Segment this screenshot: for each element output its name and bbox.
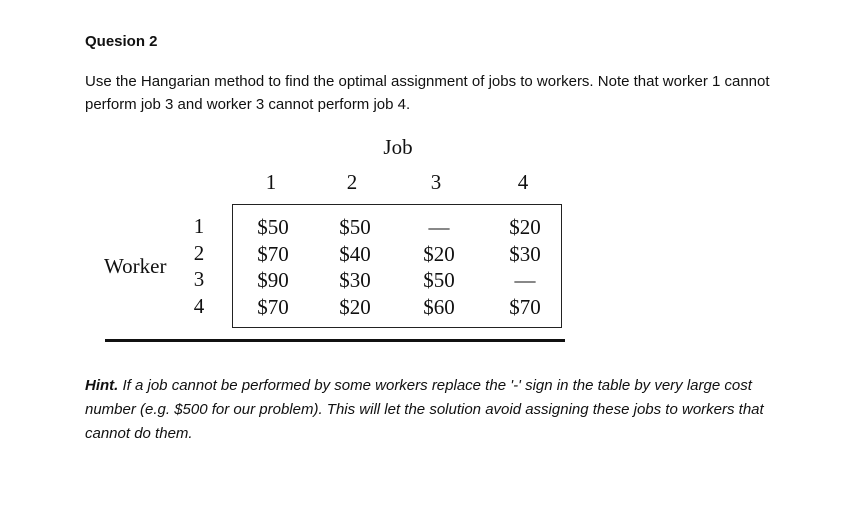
cost-cell-w2-j4: $30 [509,242,541,266]
worker-number-4: 4 [193,294,205,318]
job-number-2: 2 [346,170,358,194]
cost-matrix [232,204,562,328]
cost-cell-w3-j4: — [514,268,536,292]
cost-cell-w2-j3: $20 [423,242,455,266]
cost-cell-w3-j1: $90 [257,268,289,292]
job-number-4: 4 [517,170,529,194]
hint-label: Hint. [85,377,119,394]
cost-cell-w4-j3: $60 [423,295,455,319]
cost-cell-w4-j2: $20 [339,295,371,319]
hint-text: If a job cannot be performed by some workers replace the '-' sign in the table by very large cost number (e.g. $500 for our problem). This will let the solution avoid assigning these jobs to workers that cannot do them. [85,377,764,442]
worker-axis-label: Worker [104,254,167,278]
job-number-3: 3 [430,170,442,194]
worker-number-1: 1 [193,214,205,238]
worker-number-3: 3 [193,267,205,291]
job-number-1: 1 [265,170,277,194]
cost-cell-w4-j1: $70 [257,295,289,319]
cost-cell-w2-j2: $40 [339,242,371,266]
table-bottom-rule [105,339,565,342]
job-axis-title: Job [383,135,413,159]
cost-cell-w4-j4: $70 [509,295,541,319]
question-heading: Quesion 2 [85,33,158,50]
question-instruction: Use the Hangarian method to find the optimal assignment of jobs to workers. Note that worker 1 cannot perform job 3 and worker 3 cannot perform job 4. [85,73,770,113]
cost-cell-w1-j4: $20 [509,215,541,239]
cost-cell-w1-j3: — [428,215,450,239]
cost-cell-w1-j2: $50 [339,215,371,239]
cost-cell-w2-j1: $70 [257,242,289,266]
cost-cell-w3-j2: $30 [339,268,371,292]
cost-cell-w3-j3: $50 [423,268,455,292]
worker-number-2: 2 [193,241,205,265]
hint-paragraph [85,374,785,446]
cost-cell-w1-j1: $50 [257,215,289,239]
